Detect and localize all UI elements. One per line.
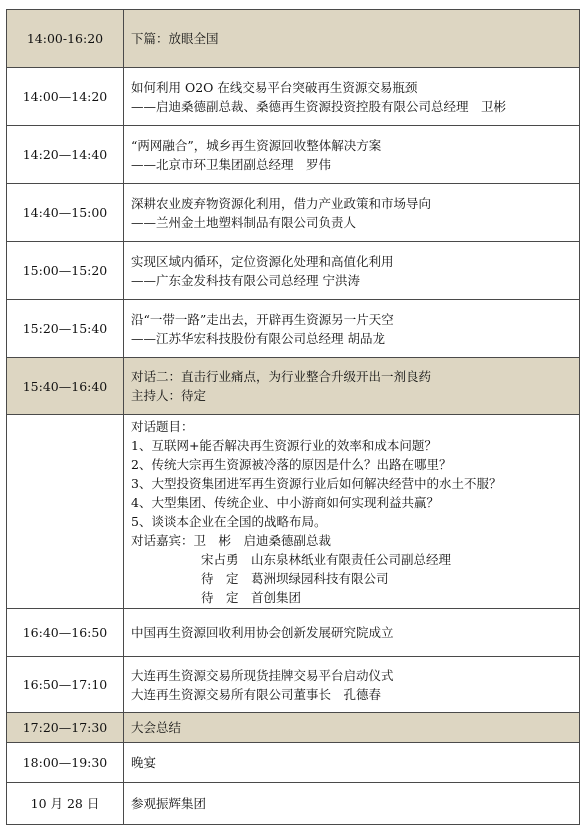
description-cell [124,68,580,126]
table-row [7,358,580,415]
description-cell [124,10,580,68]
guest-line: 待 定 首创集团 [201,589,302,605]
time-cell: 15:00—15:20 [7,242,124,300]
time-cell: 14:40—15:00 [7,184,124,242]
time-cell: 15:20—15:40 [7,300,124,358]
table-row [7,743,580,783]
time-cell: 10 月 28 日 [7,783,124,825]
table-row [7,242,580,300]
description-line: 大连再生资源交易所有限公司董事长 孔德春 [131,686,382,702]
guest-line: 待 定 葛洲坝绿园科技有限公司 [201,570,389,586]
description-line: “两网融合”，城乡再生资源回收整体解决方案 [131,137,382,153]
time-cell: 14:20—14:40 [7,126,124,184]
description-cell [124,783,580,825]
description-line: 下篇：放眼全国 [131,31,219,46]
time-cell: 14:00-16:20 [7,10,124,68]
description-cell [124,713,580,743]
description-line: 大连再生资源交易所现货挂牌交易平台启动仪式 [131,667,394,683]
description-line: 晚宴 [131,755,157,770]
dialogue-topics-cell [124,415,580,609]
time-cell [7,415,124,609]
time-cell: 18:00—19:30 [7,743,124,783]
description-line: 沿“一带一路”走出去，开辟再生资源另一片天空 [131,311,394,327]
table-row [7,10,580,68]
description-cell [124,743,580,783]
speaker-line: ——北京市环卫集团副总经理 罗伟 [131,156,332,172]
table-row [7,783,580,825]
table-row [7,657,580,713]
speaker-line: ——广东金发科技有限公司总经理 宁洪涛 [131,272,360,288]
time-cell: 14:00—14:20 [7,68,124,126]
time-cell: 15:40—16:40 [7,358,124,415]
description-cell [124,358,580,415]
topics-heading: 对话题目： [131,418,194,434]
description-line: 参观振辉集团 [131,796,207,811]
time-cell: 16:50—17:10 [7,657,124,713]
table-row [7,68,580,126]
description-line: 对话二：直击行业痛点，为行业整合升级开出一剂良药 [131,369,432,384]
topic-item: 3、大型投资集团进军再生资源行业后如何解决经营中的水土不服？ [131,475,502,491]
table-row [7,184,580,242]
description-line: 深耕农业废弃物资源化利用，借力产业政策和市场导向 [131,195,432,211]
schedule-table [6,9,580,825]
guest-line: 对话嘉宾：卫 彬 启迪桑德副总裁 [131,532,332,548]
table-row [7,415,580,609]
guest-line: 宋占勇 山东泉林纸业有限责任公司副总经理 [201,551,452,567]
host-line: 主持人：待定 [131,388,207,403]
time-cell: 16:40—16:50 [7,609,124,657]
table-row [7,126,580,184]
description-cell [124,657,580,713]
topic-item: 5、谈谈本企业在全国的战略布局。 [131,513,327,529]
description-line: 中国再生资源回收利用协会创新发展研究院成立 [131,625,394,640]
table-row [7,713,580,743]
table-row [7,300,580,358]
description-cell [124,126,580,184]
description-cell [124,242,580,300]
topic-item: 1、互联网+能否解决再生资源行业的效率和成本问题？ [131,437,437,453]
table-row [7,609,580,657]
speaker-line: ——启迪桑德副总裁、桑德再生资源投资控股有限公司总经理 卫彬 [131,98,507,114]
topic-item: 2、传统大宗再生资源被冷落的原因是什么？出路在哪里？ [131,456,452,472]
description-cell [124,184,580,242]
description-cell [124,609,580,657]
description-cell [124,300,580,358]
description-line: 大会总结 [131,720,182,735]
topic-item: 4、大型集团、传统企业、中小游商如何实现利益共赢？ [131,494,439,510]
description-line: 实现区域内循环，定位资源化处理和高值化利用 [131,253,394,269]
description-line: 如何利用 O2O 在线交易平台突破再生资源交易瓶颈 [131,79,418,95]
speaker-line: ——江苏华宏科技股份有限公司总经理 胡品龙 [131,330,385,346]
speaker-line: ——兰州金土地塑料制品有限公司负责人 [131,214,357,230]
time-cell: 17:20—17:30 [7,713,124,743]
